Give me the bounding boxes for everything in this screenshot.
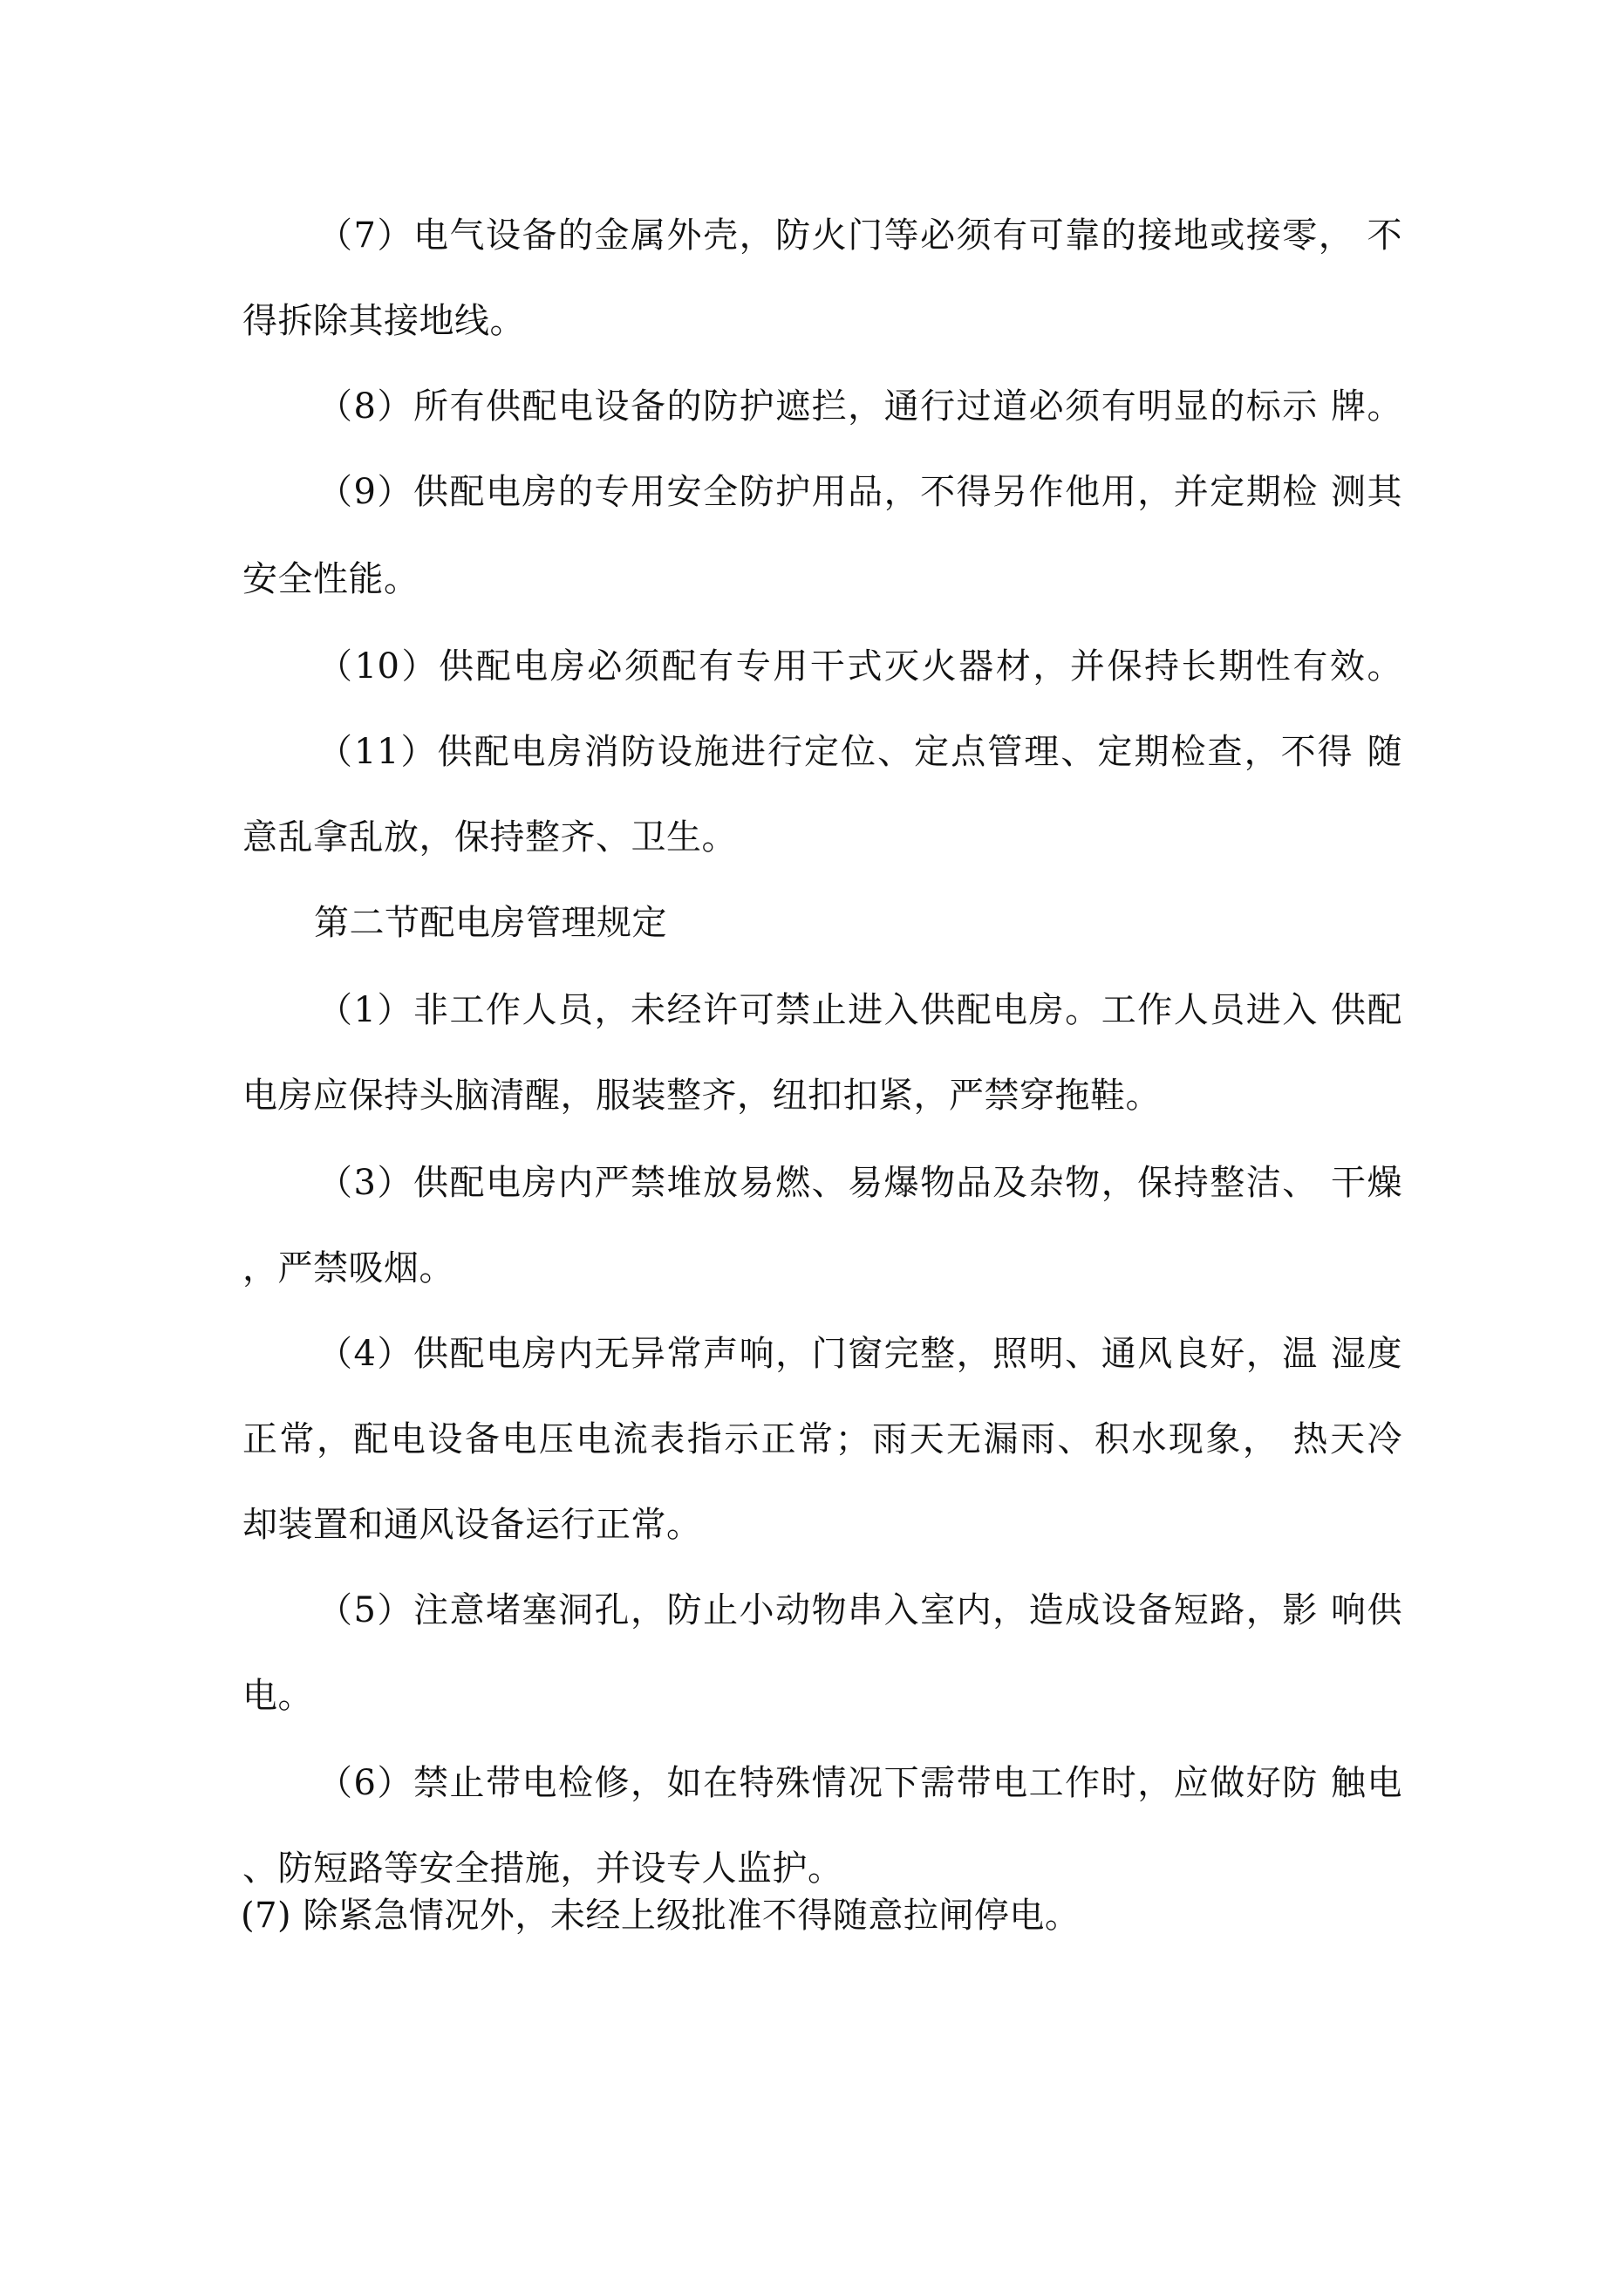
text-line: （11）供配电房消防设施进行定位、定点管理、定期检查，不得 随	[317, 732, 1402, 772]
text-line: （4）供配电房内无异常声响，门窗完整，照明、通风良好，温 湿度	[317, 1334, 1402, 1374]
text-line: （3）供配电房内严禁堆放易燃、易爆物品及杂物，保持整洁、 干燥	[317, 1163, 1402, 1203]
text-line: （8）所有供配电设备的防护遮拦，通行过道必须有明显的标示 牌。	[317, 386, 1402, 427]
text-line: 得拆除其接地线。	[242, 301, 525, 341]
text-line: 、防短路等安全措施，并设专人监护。	[242, 1848, 843, 1889]
text-line: 安全性能。	[242, 559, 419, 599]
text-line: （1）非工作人员，未经许可禁止进入供配电房。工作人员进入 供配	[317, 990, 1402, 1030]
text-line: ，严禁吸烟。	[242, 1248, 454, 1288]
text-line: 正常，配电设备电压电流表指示正常；雨天无漏雨、积水现象， 热天冷	[242, 1419, 1402, 1459]
text-line: （6）禁止带电检修，如在特殊情况下需带电工作时，应做好防 触电	[317, 1763, 1402, 1803]
text-line: （5）注意堵塞洞孔，防止小动物串入室内，造成设备短路，影 响供	[317, 1590, 1402, 1630]
text-line: （7）电气设备的金属外壳，防火门等必须有可靠的接地或接零， 不	[317, 215, 1402, 256]
text-line: 电房应保持头脑清醒，服装整齐，纽扣扣紧，严禁穿拖鞋。	[242, 1076, 1161, 1116]
section-heading: 第二节配电房管理规定	[314, 903, 667, 943]
text-line: （9）供配电房的专用安全防护用品，不得另作他用，并定期检 测其	[317, 472, 1402, 512]
text-line: (7) 除紧急情况外，未经上级批准不得随意拉闸停电。	[241, 1896, 1081, 1936]
text-line: 意乱拿乱放，保持整齐、卫生。	[242, 817, 737, 858]
text-line: 却装置和通风设备运行正常。	[242, 1505, 702, 1545]
text-line: 电。	[242, 1676, 313, 1716]
text-line: （10）供配电房必须配有专用干式灭火器材，并保持长期性有效。	[317, 646, 1402, 687]
